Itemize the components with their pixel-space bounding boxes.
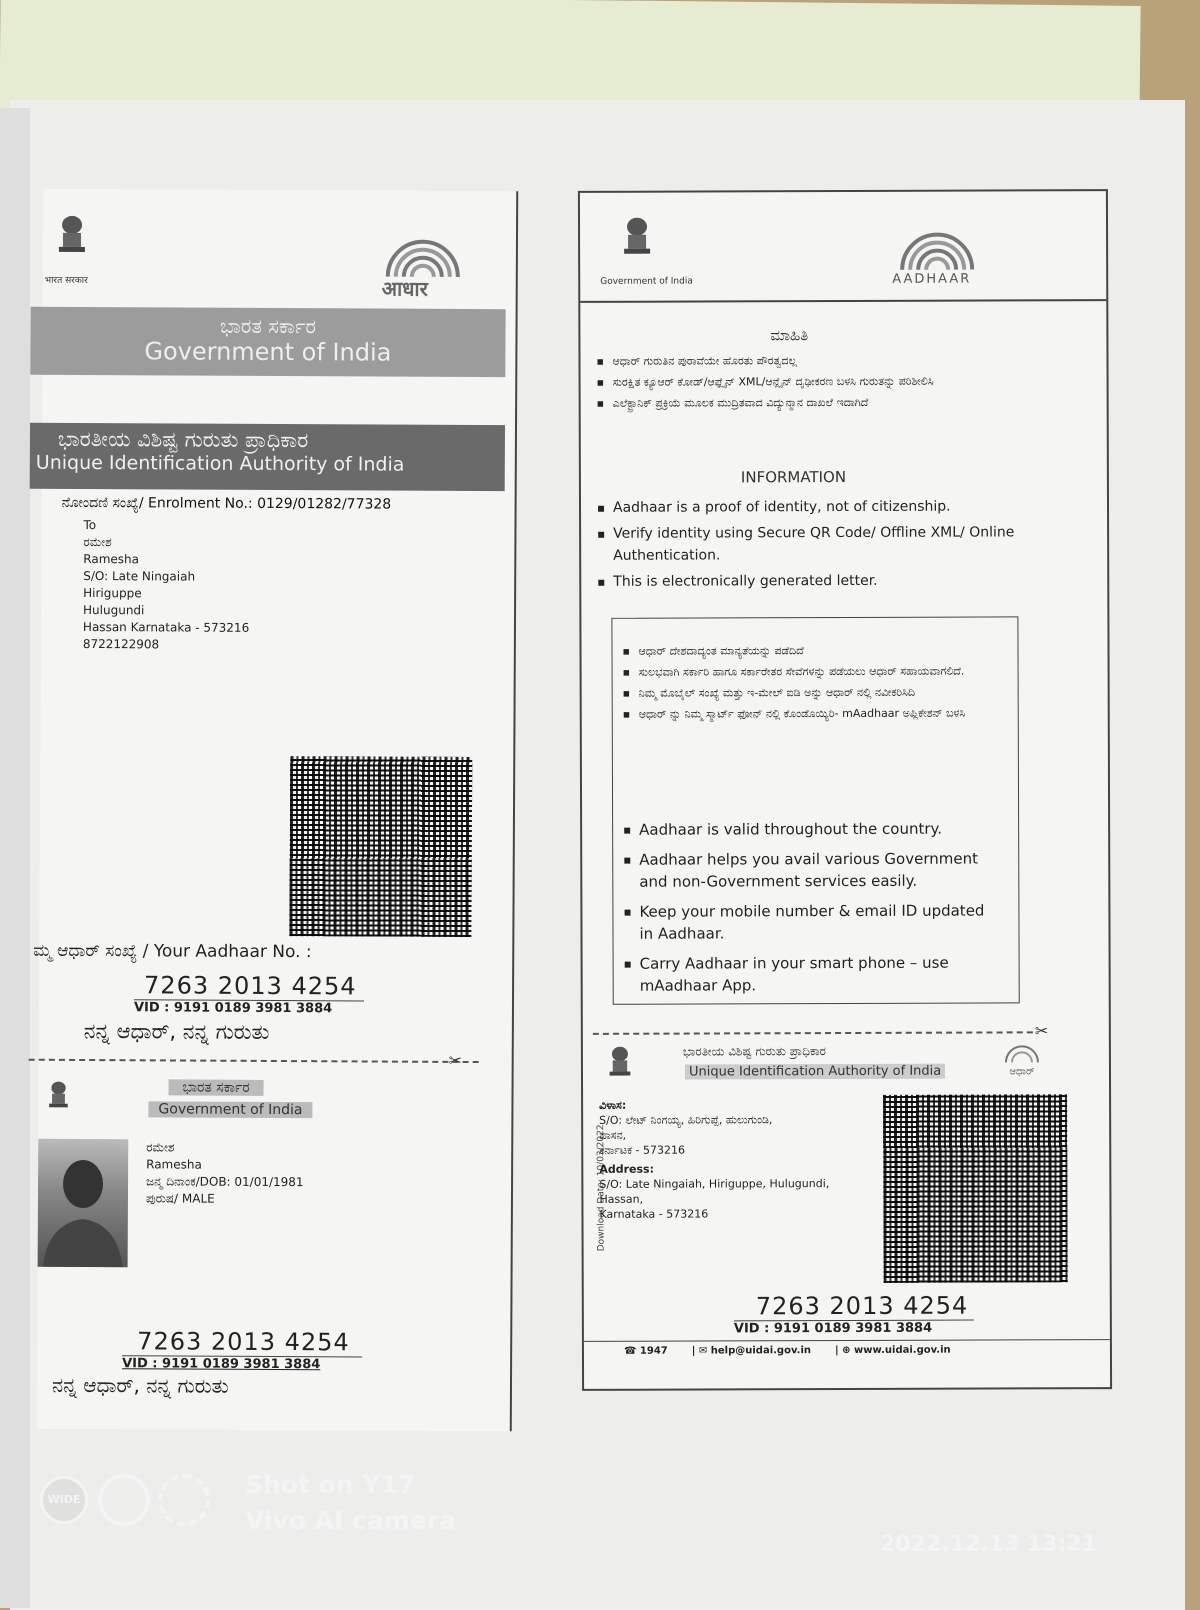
- shot-on-label: Shot on Y17: [245, 1470, 416, 1499]
- phone-number: 1947: [639, 1345, 668, 1357]
- wide-label: WIDE: [47, 1493, 81, 1506]
- address-label: Address:: [599, 1162, 654, 1176]
- header-divider: [580, 299, 1106, 303]
- gov-kannada-text: ಭಾರತ ಸರ್ಕಾರ: [220, 313, 317, 339]
- kannada-info-item: ▪ ಸುರಕ್ಷಿತ ಕ್ಯೂಆರ್ ಕೋಡ್/ಆಫ್ಲೈನ್ XML/ಆನ್ಲೈನ್ ದೃಢೀಕರಣ ಬಳಸಿ ಗುರುತನ್ನು ಪರಿಶೀಲಿಸಿ: [597, 373, 957, 391]
- timestamp: 2022.12.13 13:21: [880, 1532, 1097, 1557]
- phone-icon: ☎: [623, 1345, 640, 1357]
- card-name: Ramesha: [146, 1157, 202, 1172]
- card-gov-kannada: ಭಾರತ ಸರ್ಕಾರ: [169, 1079, 264, 1095]
- aadhaar-letter-right: [578, 189, 1112, 1391]
- website-contact: | ⊕ www.uidai.gov.in: [834, 1344, 951, 1357]
- mahiti-title: ಮಾಹಿತಿ: [770, 326, 809, 345]
- holder-photo: [38, 1139, 129, 1267]
- contact-footer: [624, 1344, 1094, 1357]
- address-line: S/O: Late Ningaiah: [83, 568, 196, 584]
- information-list: [597, 491, 1037, 597]
- uidai-english-text: Unique Identification Authority of India: [35, 451, 405, 476]
- card-logo-text: ಆಧಾರ್: [1009, 1066, 1035, 1078]
- email-address: help@uidai.gov.in: [710, 1345, 812, 1357]
- aadhaar-logo: [368, 230, 478, 301]
- recipient-address: [83, 517, 250, 654]
- card-vid: VID : 9191 0189 3981 3884: [122, 1355, 362, 1372]
- scissors-icon: ✂: [1034, 1021, 1049, 1041]
- address-line: ರಮೇಶ: [83, 534, 112, 550]
- information-title: INFORMATION: [740, 467, 847, 487]
- address-kannada-lines: [599, 1112, 829, 1158]
- card-aadhaar-number: 7263 2013 4254: [137, 1327, 350, 1357]
- slogan: ನನ್ನ ಆಧಾರ್, ನನ್ನ ಗುರುತು: [83, 1018, 270, 1044]
- card-uidai-kannada: ಭಾರತೀಯ ವಿಶಿಷ್ಟ ಗುರುತು ಪ್ರಾಧಿಕಾರ: [682, 1044, 827, 1059]
- fingerprint-sun-icon: [1000, 1043, 1044, 1063]
- benefit-kannada-item: ▪ ನಿಮ್ಮ ಮೊಬೈಲ್ ಸಂಖ್ಯೆ ಮತ್ತು ಇ-ಮೇಲ್ ಐಡಿ ಅನ್ನು ಆಧಾರ್ ನಲ್ಲಿ ನವೀಕರಿಸಿದಿ: [623, 683, 993, 701]
- address-line: Hulugundi: [83, 602, 145, 618]
- lens-ring-icon: [98, 1474, 150, 1526]
- address-line: Hassan Karnataka - 573216: [82, 619, 250, 635]
- website-url: www.uidai.gov.in: [853, 1344, 951, 1356]
- benefit-english-item: ▪ Keep your mobile number & email ID updated in Aadhaar.: [623, 899, 993, 944]
- aadhaar-logo-text: आधार: [381, 276, 428, 301]
- page-edge: [0, 108, 30, 1608]
- card-aadhaar-logo: [997, 1043, 1047, 1077]
- uidai-band: [30, 423, 505, 491]
- kannada-info-item: ▪ ಎಲೆಕ್ಟ್ರಾನಿಕ್ ಪ್ರಕ್ರಿಯೆ ಮೂಲಕ ಮುದ್ರಿತವಾದ ವಿದ್ಯುನ್ಮಾನ ದಾಖಲೆ ಇದಾಗಿದೆ: [597, 394, 957, 412]
- uidai-kannada-text: ಭಾರತೀಯ ವಿಶಿಷ್ಟ ಗುರುತು ಪ್ರಾಧಿಕಾರ: [57, 426, 309, 453]
- address-kannada-line: S/O: ಲೇಟ್ ನಿಂಗಯ್ಯ, ಹಿರಿಗುಪ್ಪೆ, ಹುಲುಗುಂಡಿ,: [599, 1113, 773, 1127]
- vid-number: VID : 9191 0189 3981 3884: [134, 999, 364, 1016]
- camera-label: Vivo AI camera: [245, 1506, 456, 1535]
- card-name-kannada: ರಮೇಶ: [146, 1140, 175, 1155]
- footer-divider: [584, 1339, 1110, 1342]
- wide-lens-icon: [40, 1476, 88, 1524]
- cut-line: [593, 1031, 1033, 1035]
- address-english-lines: [599, 1176, 829, 1222]
- address-english-line: Hassan,: [599, 1192, 644, 1206]
- aadhaar-logo: [882, 223, 992, 293]
- benefits-english-list: [623, 809, 994, 1004]
- card-qr-code: [883, 1094, 1068, 1283]
- info-item: ▪ Aadhaar is a proof of identity, not of citizenship.: [597, 495, 1037, 519]
- card-aadhaar-number: 7263 2013 4254: [755, 1291, 969, 1321]
- benefit-english-item: ▪ Aadhaar helps you avail various Government and non-Government services easily.: [623, 847, 993, 892]
- address-english-line: S/O: Late Ningaiah, Hiriguppe, Hulugundi,: [599, 1177, 830, 1191]
- benefit-kannada-item: ▪ ಸುಲಭವಾಗಿ ಸರ್ಕಾರಿ ಹಾಗೂ ಸರ್ಕಾರೇತರ ಸೇವೆಗಳನ್ನು ಪಡೆಯಲು ಆಧಾರ್ ಸಹಾಯವಾಗಲಿದೆ.: [623, 662, 993, 680]
- card-gender: ಪುರುಷ/ MALE: [145, 1191, 215, 1206]
- scissors-icon: ✂: [448, 1050, 463, 1070]
- benefit-english-item: ▪ Aadhaar is valid throughout the country.: [623, 817, 993, 840]
- card-emblem-icon: [43, 1077, 73, 1115]
- card-uidai-english: Unique Identification Authority of India: [685, 1064, 945, 1080]
- government-band: [30, 307, 505, 377]
- address-kannada-line: ಕರ್ನಾಟಕ - 573216: [599, 1143, 686, 1157]
- qr-code: [289, 756, 472, 937]
- card-holder-details: [146, 1139, 304, 1208]
- benefit-english-item: ▪ Carry Aadhaar in your smart phone – use mAadhaar App.: [624, 951, 994, 996]
- benefit-kannada-item: ▪ ಆಧಾರ್ ನ್ನು ನಿಮ್ಮ ಸ್ಮಾರ್ಟ್ ಫೋನ್ ನಲ್ಲಿ ಕೊಂಡೊಯ್ಯಿರಿ- mAadhaar ಅಪ್ಲಿಕೇಶನ್ ಬಳಸಿ: [623, 704, 993, 722]
- card-slogan: ನನ್ನ ಆಧಾರ್, ನನ್ನ ಗುರುತು: [51, 1372, 229, 1398]
- benefits-kannada-list: [622, 637, 992, 726]
- address-line: Ramesha: [83, 551, 140, 567]
- address-line: To: [83, 517, 97, 533]
- info-item: ▪ Verify identity using Secure QR Code/ Offline XML/ Online Authentication.: [597, 521, 1037, 567]
- benefit-kannada-item: ▪ ಆಧಾರ್ ದೇಶದಾದ್ಯಂತ ಮಾನ್ಯತೆಯನ್ನು ಪಡೆದಿದೆ: [622, 641, 992, 659]
- gov-english-text: Government of India: [144, 337, 392, 367]
- cut-line: [29, 1059, 479, 1063]
- globe-icon: ⊕: [842, 1344, 855, 1357]
- kannada-info-item: ▪ ಆಧಾರ್ ಗುರುತಿನ ಪುರಾವೆಯೇ ಹೊರತು ಪೌರತ್ವದಲ್ಲ: [596, 352, 956, 370]
- national-emblem-icon: [616, 213, 658, 263]
- your-aadhaar-label: ಮ್ಮ ಆಧಾರ್ ಸಂಖ್ಯೆ / Your Aadhaar No. :: [33, 940, 312, 963]
- card-dob: ಜನ್ಮ ದಿನಾಂಕ/DOB: 01/01/1981: [146, 1174, 304, 1190]
- address-line: 8722122908: [82, 636, 160, 652]
- person-photo-icon: [38, 1139, 129, 1267]
- kannada-info-list: [596, 348, 956, 416]
- address-kannada-line: ಹಾಸನ,: [599, 1128, 627, 1142]
- fingerprint-sun-icon: [368, 230, 478, 279]
- emblem-caption: भारत सरकार: [44, 275, 88, 286]
- national-emblem-icon: [51, 211, 93, 261]
- address-kannada-label: ವಿಳಾಸ:: [599, 1098, 627, 1112]
- aadhaar-number: 7263 2013 4254: [144, 971, 357, 1001]
- mail-icon: ✉: [698, 1345, 711, 1357]
- aadhaar-logo-text: AADHAAR: [892, 271, 972, 287]
- card-emblem-icon: [603, 1043, 637, 1083]
- enrolment-number: ನೋಂದಣಿ ಸಂಖ್ಯೆ/ Enrolment No.: 0129/01282/77328: [61, 494, 392, 513]
- emblem-caption: Government of India: [600, 276, 693, 287]
- lens-dotted-ring-icon: [158, 1474, 210, 1526]
- address-english-line: Karnataka - 573216: [599, 1207, 709, 1221]
- info-item: ▪ This is electronically generated letter.: [597, 569, 1037, 593]
- phone-contact: [624, 1346, 668, 1357]
- aadhaar-letter-left: [33, 189, 518, 1431]
- card-vid: VID : 9191 0189 3981 3884: [734, 1320, 974, 1337]
- card-address: [599, 1097, 829, 1222]
- benefits-box: [611, 616, 1019, 1004]
- card-gov-english: Government of India: [148, 1101, 312, 1118]
- email-contact: | ✉ help@uidai.gov.in: [691, 1345, 812, 1357]
- download-date-text: Download Date: 10/03/2022: [596, 1124, 607, 1252]
- fingerprint-sun-icon: [882, 223, 992, 271]
- address-line: Hiriguppe: [83, 585, 142, 601]
